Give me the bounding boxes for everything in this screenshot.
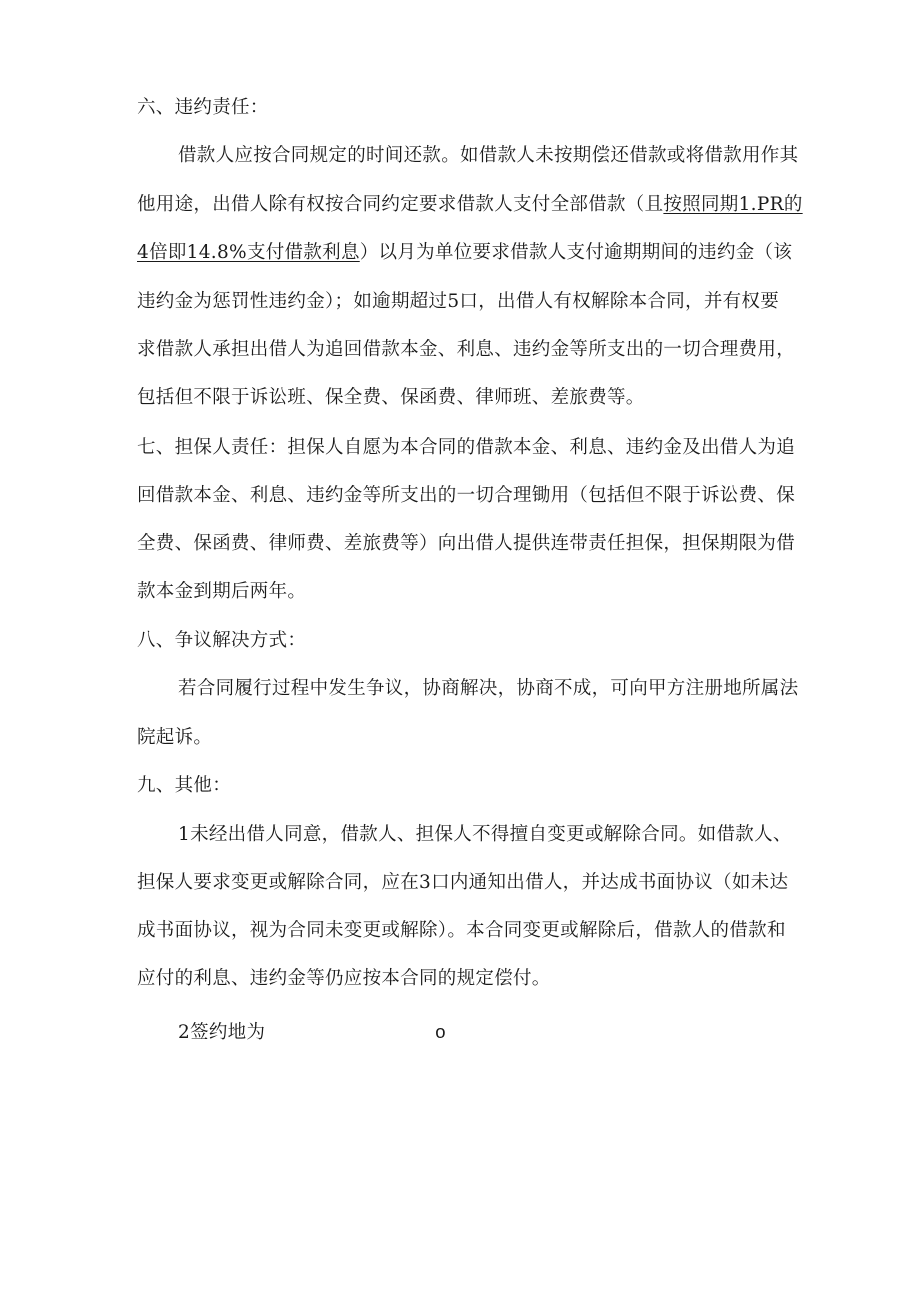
paragraph-line: 若合同履行过程中发生争议，协商解决，协商不成，可向甲方注册地所属法 [178, 678, 799, 699]
section-guarantor: 七、担保人责任：担保人自愿为本合同的借款本金、利息、违约金及出借人为追 [137, 437, 796, 458]
paragraph-line: 1未经出借人同意，借款人、担保人不得擅自变更或解除合同。如借款人、 [178, 824, 792, 845]
paragraph-line: 担保人要求变更或解除合同，应在3口内通知出借人，并达成书面协议（如未达 [137, 872, 789, 893]
underlined-text: 4倍即14.8%支付借款利息 [137, 242, 360, 263]
section-heading-dispute: 八、争议解决方式： [137, 630, 307, 651]
paragraph-line: 院起诉。 [137, 727, 213, 748]
paragraph-line [137, 241, 792, 265]
signing-place-line [178, 1020, 446, 1045]
underlined-text: 按照同期1.PR的 [663, 194, 803, 215]
signing-place-end: o [435, 1021, 446, 1042]
paragraph-line: 借款人应按合同规定的时间还款。如借款人未按期偿还借款或将借款用作其 [178, 145, 799, 166]
paragraph-line: 全费、保函费、律师费、差旅费等）向出借人提供连带责任担保，担保期限为借 [137, 533, 796, 554]
text-run: 他用途，出借人除有权按合同约定要求借款人支付全部借款（且 [137, 194, 664, 215]
paragraph-line: 包括但不限于诉讼班、保全费、保函费、律师班、差旅费等。 [137, 387, 645, 408]
paragraph-line: 成书面协议，视为合同未变更或解除）。本合同变更或解除后，借款人的借款和 [137, 920, 786, 941]
paragraph-line: 求借款人承担出借人为追回借款本金、利息、违约金等所支出的一切合理费用， [137, 339, 796, 360]
signing-place-label: 2签约地为 [178, 1022, 266, 1043]
paragraph-line: 款本金到期后两年。 [137, 581, 307, 602]
paragraph-line: 回借款本金、利息、违约金等所支出的一切合理锄用（包括但不限于诉讼费、保 [137, 485, 796, 506]
text-run: ）以月为单位要求借款人支付逾期期间的违约金（该 [359, 242, 793, 263]
section-heading-breach: 六、违约责任： [137, 97, 269, 118]
paragraph-line [137, 193, 803, 217]
paragraph-line: 应付的利息、违约金等仍应按本合同的规定偿付。 [137, 968, 551, 989]
section-heading-other: 九、其他： [137, 775, 232, 796]
paragraph-line: 违约金为惩罚性违约金）；如逾期超过5口，出借人有权解除本合同，并有权要 [137, 291, 780, 312]
